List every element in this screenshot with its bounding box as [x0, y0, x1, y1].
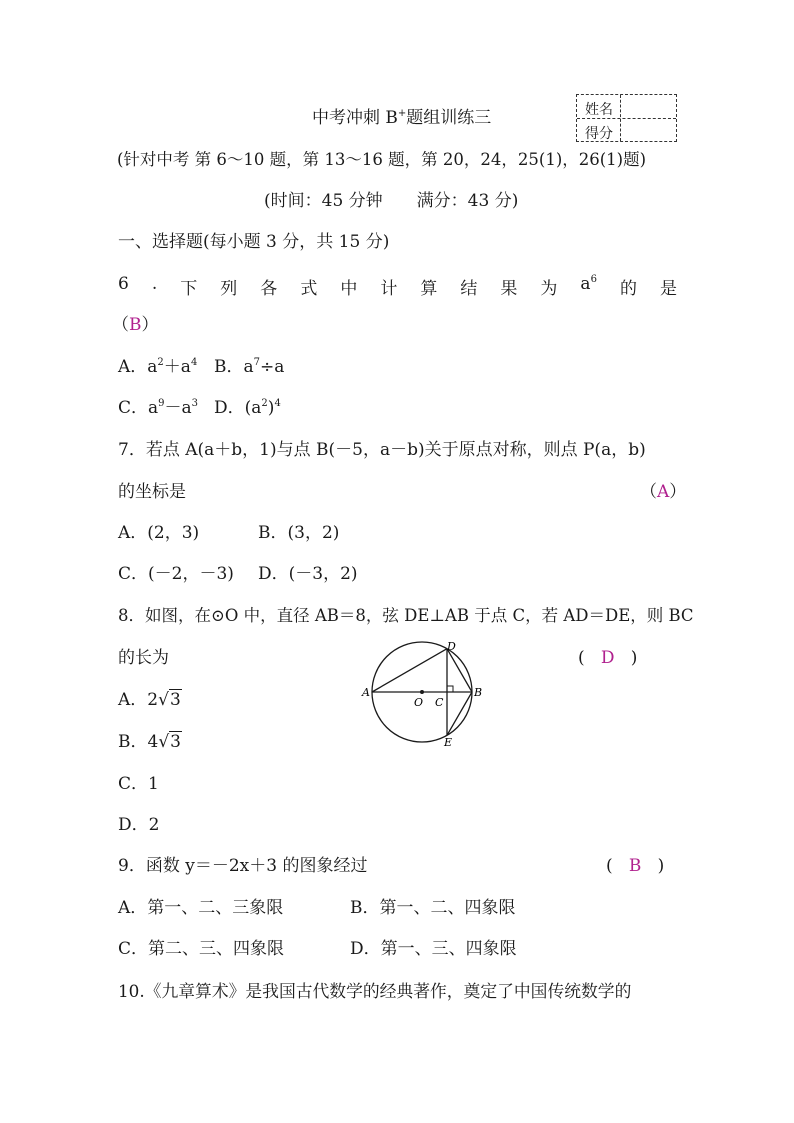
q6-char: 是 — [659, 279, 677, 299]
title-main: 中考冲刺 B — [312, 108, 398, 128]
q6-option-a: A．$a^2+a^4$ — [118, 357, 198, 377]
q6-stem — [118, 274, 677, 299]
q6-char: 各 — [260, 279, 278, 299]
q6-char: 6 — [118, 274, 129, 294]
q6-char: 的 — [619, 279, 637, 299]
q10-stem: 10.《九章算术》是我国古代数学的经典著作，奠定了中国传统数学的 — [118, 981, 632, 1001]
q6-char: 中 — [340, 279, 358, 299]
title-tail: 题组训练三 — [406, 108, 492, 128]
q8-option-b: B．4√3 — [118, 732, 181, 752]
label-b: B — [474, 686, 483, 699]
section-heading: 一、选择题(每小题 3 分，共 15 分) — [118, 232, 390, 252]
q7-stem-line2: 的坐标是 — [118, 482, 186, 502]
q8-answer: D — [600, 648, 615, 668]
q6-char: 算 — [420, 279, 438, 299]
q8-stem-line1: 8．如图，在⊙O 中，直径 AB＝8，弦 DE⊥AB 于点 C，若 AD＝DE，则 BC — [118, 606, 694, 625]
q8-option-a: A．2√3 — [118, 690, 181, 710]
sqrt-icon: √3 — [158, 690, 181, 710]
q9-answer-paren: ( B ) — [606, 856, 665, 876]
name-row — [577, 95, 676, 119]
q6-char: 计 — [380, 279, 398, 299]
sqrt-icon: √3 — [158, 732, 181, 752]
q6-char: 式 — [300, 279, 318, 299]
label-o: O — [414, 696, 424, 709]
q6-char: 果 — [500, 279, 518, 299]
q9-option-c: C．第二、三、四象限 — [118, 939, 285, 959]
circle-figure — [360, 640, 490, 750]
q7-option-d: D．(－3，2) — [258, 564, 358, 584]
q6-power: $a^6$ — [580, 274, 597, 294]
label-a: A — [362, 686, 370, 699]
page-title — [312, 110, 491, 127]
q7-stem-line1: 7．若点 A(a＋b，1)与点 B(－5，a－b)关于原点对称，则点 P(a，b) — [118, 440, 646, 460]
q7-option-c: C．(－2，－3) — [118, 564, 234, 584]
right-angle-mark — [447, 686, 453, 692]
score-row — [577, 119, 676, 142]
q9-stem: 9．函数 y＝－2x＋3 的图象经过 — [118, 856, 368, 876]
q9-option-d: D．第一、三、四象限 — [350, 939, 517, 959]
q7-option-a: A．(2，3) — [118, 523, 200, 543]
label-d: D — [447, 640, 456, 653]
time-line: (时间：45 分钟 满分：43 分) — [264, 191, 519, 211]
name-score-table — [576, 94, 677, 142]
q6-char: 结 — [460, 279, 478, 299]
segment-ad — [372, 649, 447, 692]
q8-answer-paren: ( D ) — [578, 648, 638, 668]
q6-answer: B — [129, 315, 142, 335]
segment-eb — [447, 692, 472, 735]
q6-char: 列 — [220, 279, 238, 299]
subtitle: (针对中考 第 6～10 题，第 13～16 题，第 20，24，25(1)，26(1)题) — [117, 150, 647, 169]
q9-option-a: A．第一、二、三象限 — [118, 898, 284, 918]
title-sup: + — [397, 108, 407, 119]
q7-answer: A — [657, 482, 670, 502]
name-label: 姓名 — [585, 102, 613, 118]
q8-option-d: D．2 — [118, 815, 160, 835]
q6-option-d: D．$(a^2)^4$ — [214, 398, 281, 418]
score-label: 得分 — [585, 126, 613, 142]
label-c: C — [435, 696, 444, 709]
q7-option-b: B．(3，2) — [258, 523, 340, 543]
center-dot — [420, 690, 424, 694]
q6-option-b: B．$a^7\div a$ — [214, 357, 285, 377]
label-e: E — [444, 736, 453, 749]
q8-option-c: C．1 — [118, 774, 159, 794]
q8-stem-line2: 的长为 — [118, 648, 169, 668]
q6-char: 为 — [540, 279, 558, 299]
q9-option-b: B．第一、二、四象限 — [350, 898, 516, 918]
q9-answer: B — [628, 856, 642, 876]
q7-answer-paren: （A） — [640, 482, 687, 502]
q6-option-c: C．$a^9-a^3$ — [118, 398, 199, 418]
q6-answer-paren: （B） — [112, 315, 159, 335]
q6-char: 下 — [180, 279, 198, 299]
q6-char: . — [151, 274, 158, 294]
table-divider — [620, 95, 621, 141]
